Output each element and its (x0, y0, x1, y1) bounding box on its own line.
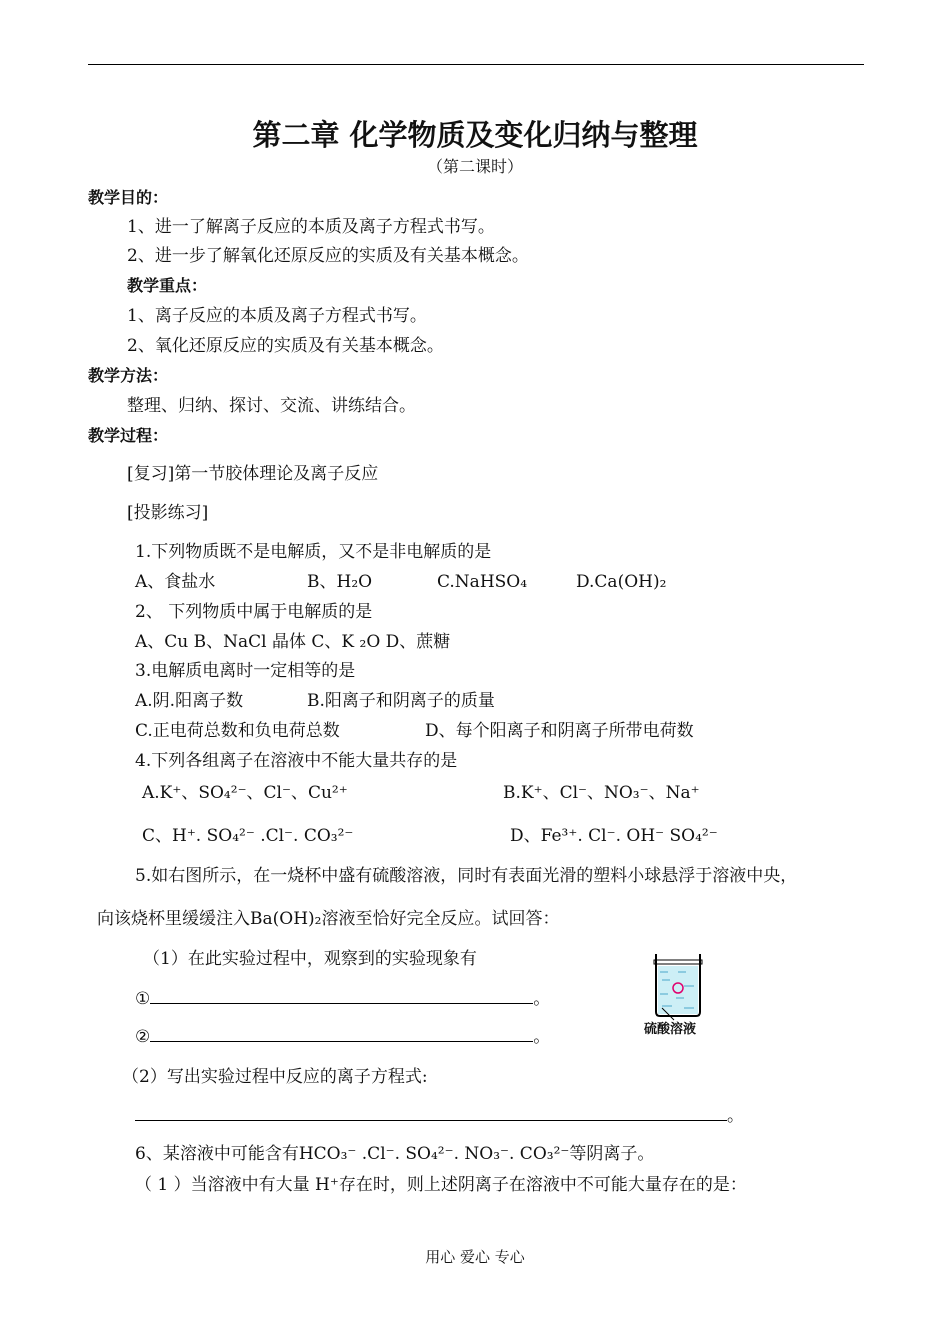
page-title: 第二章 化学物质及变化归纳与整理 (252, 118, 698, 152)
q4-option-d: D、Fe³⁺. Cl⁻. OH⁻ SO₄²⁻ (510, 826, 718, 846)
methods-heading: 教学方法： (88, 366, 169, 385)
top-rule (88, 64, 864, 65)
q4-option-c: C、H⁺. SO₄²⁻ .Cl⁻. CO₃²⁻ (142, 826, 354, 846)
q2-options: A、Cu B、NaCl 晶体 C、K ₂O D、蔗糖 (135, 632, 451, 652)
q5-stem-line2: 向该烧杯里缓缓注入Ba(OH)₂溶液至恰好完全反应。试回答： (97, 909, 560, 929)
q5-sub1: （1）在此实验过程中，观察到的实验现象有 (143, 949, 477, 969)
q1-stem: 1.下列物质既不是电解质，又不是非电解质的是 (135, 542, 492, 562)
figure-label: 硫酸溶液 (644, 1022, 697, 1037)
q4-option-a: A.K⁺、SO₄²⁻、Cl⁻、Cu²⁺ (142, 783, 348, 803)
objective-item: 2、进一步了解氧化还原反应的实质及有关基本概念。 (127, 246, 529, 266)
q4-option-b: B.K⁺、Cl⁻、NO₃⁻、Na⁺ (503, 783, 700, 803)
key-point-item: 1、离子反应的本质及离子方程式书写。 (127, 306, 427, 326)
answer-blank[interactable] (135, 1106, 727, 1121)
q5-answer-line-1[interactable] (135, 989, 550, 1009)
q6-stem: 6、某溶液中可能含有HCO₃⁻ .Cl⁻. SO₄²⁻. NO₃⁻. CO₃²⁻等阴离子。 (135, 1144, 655, 1164)
objectives-heading: 教学目的： (88, 188, 169, 207)
q3-option-b: B.阳离子和阴离子的质量 (307, 691, 495, 711)
blank-end: 。 (533, 989, 551, 1009)
blank-label: ① (135, 989, 151, 1009)
q1-option-b: B、H₂O (307, 572, 373, 592)
q1-option-c: C.NaHSO₄ (437, 572, 528, 592)
q5-equation-line[interactable] (135, 1106, 744, 1126)
q6-sub1: （ 1 ）当溶液中有大量 H⁺存在时，则上述阴离子在溶液中不可能大量存在的是： (135, 1175, 747, 1195)
answer-blank[interactable] (150, 1027, 533, 1042)
objective-item: 1、进一了解离子反应的本质及离子方程式书写。 (127, 217, 495, 237)
process-heading: 教学过程： (88, 426, 169, 445)
q4-stem: 4.下列各组离子在溶液中不能大量共存的是 (135, 751, 458, 771)
q5-stem-line1: 5.如右图所示，在一烧杯中盛有硫酸溶液，同时有表面光滑的塑料小球悬浮于溶液中央， (135, 866, 798, 886)
q2-stem: 2、 下列物质中属于电解质的是 (135, 602, 373, 622)
q3-stem: 3.电解质电离时一定相等的是 (135, 661, 356, 681)
review-text: [复习]第一节胶体理论及离子反应 (127, 464, 379, 484)
page-subtitle: （第二课时） (426, 157, 523, 176)
blank-end: 。 (727, 1106, 744, 1126)
key-points-heading: 教学重点： (127, 276, 208, 295)
q3-option-a: A.阴.阳离子数 (135, 691, 244, 711)
page-footer: 用心 爱心 专心 (425, 1248, 525, 1266)
blank-label: ② (135, 1027, 151, 1047)
q1-option-a: A、食盐水 (135, 572, 216, 592)
key-point-item: 2、氧化还原反应的实质及有关基本概念。 (127, 336, 444, 356)
practice-text: [投影练习] (127, 503, 209, 523)
q5-sub2: （2）写出实验过程中反应的离子方程式: (122, 1067, 428, 1087)
blank-end: 。 (533, 1027, 551, 1047)
q3-option-c: C.正电荷总数和负电荷总数 (135, 721, 340, 741)
q5-answer-line-2[interactable] (135, 1027, 550, 1047)
methods-text: 整理、归纳、探讨、交流、讲练结合。 (127, 396, 416, 416)
q1-option-d: D.Ca(OH)₂ (576, 572, 667, 592)
beaker-figure (640, 950, 730, 1045)
answer-blank[interactable] (150, 989, 533, 1004)
q3-option-d: D、每个阳离子和阴离子所带电荷数 (425, 721, 694, 741)
